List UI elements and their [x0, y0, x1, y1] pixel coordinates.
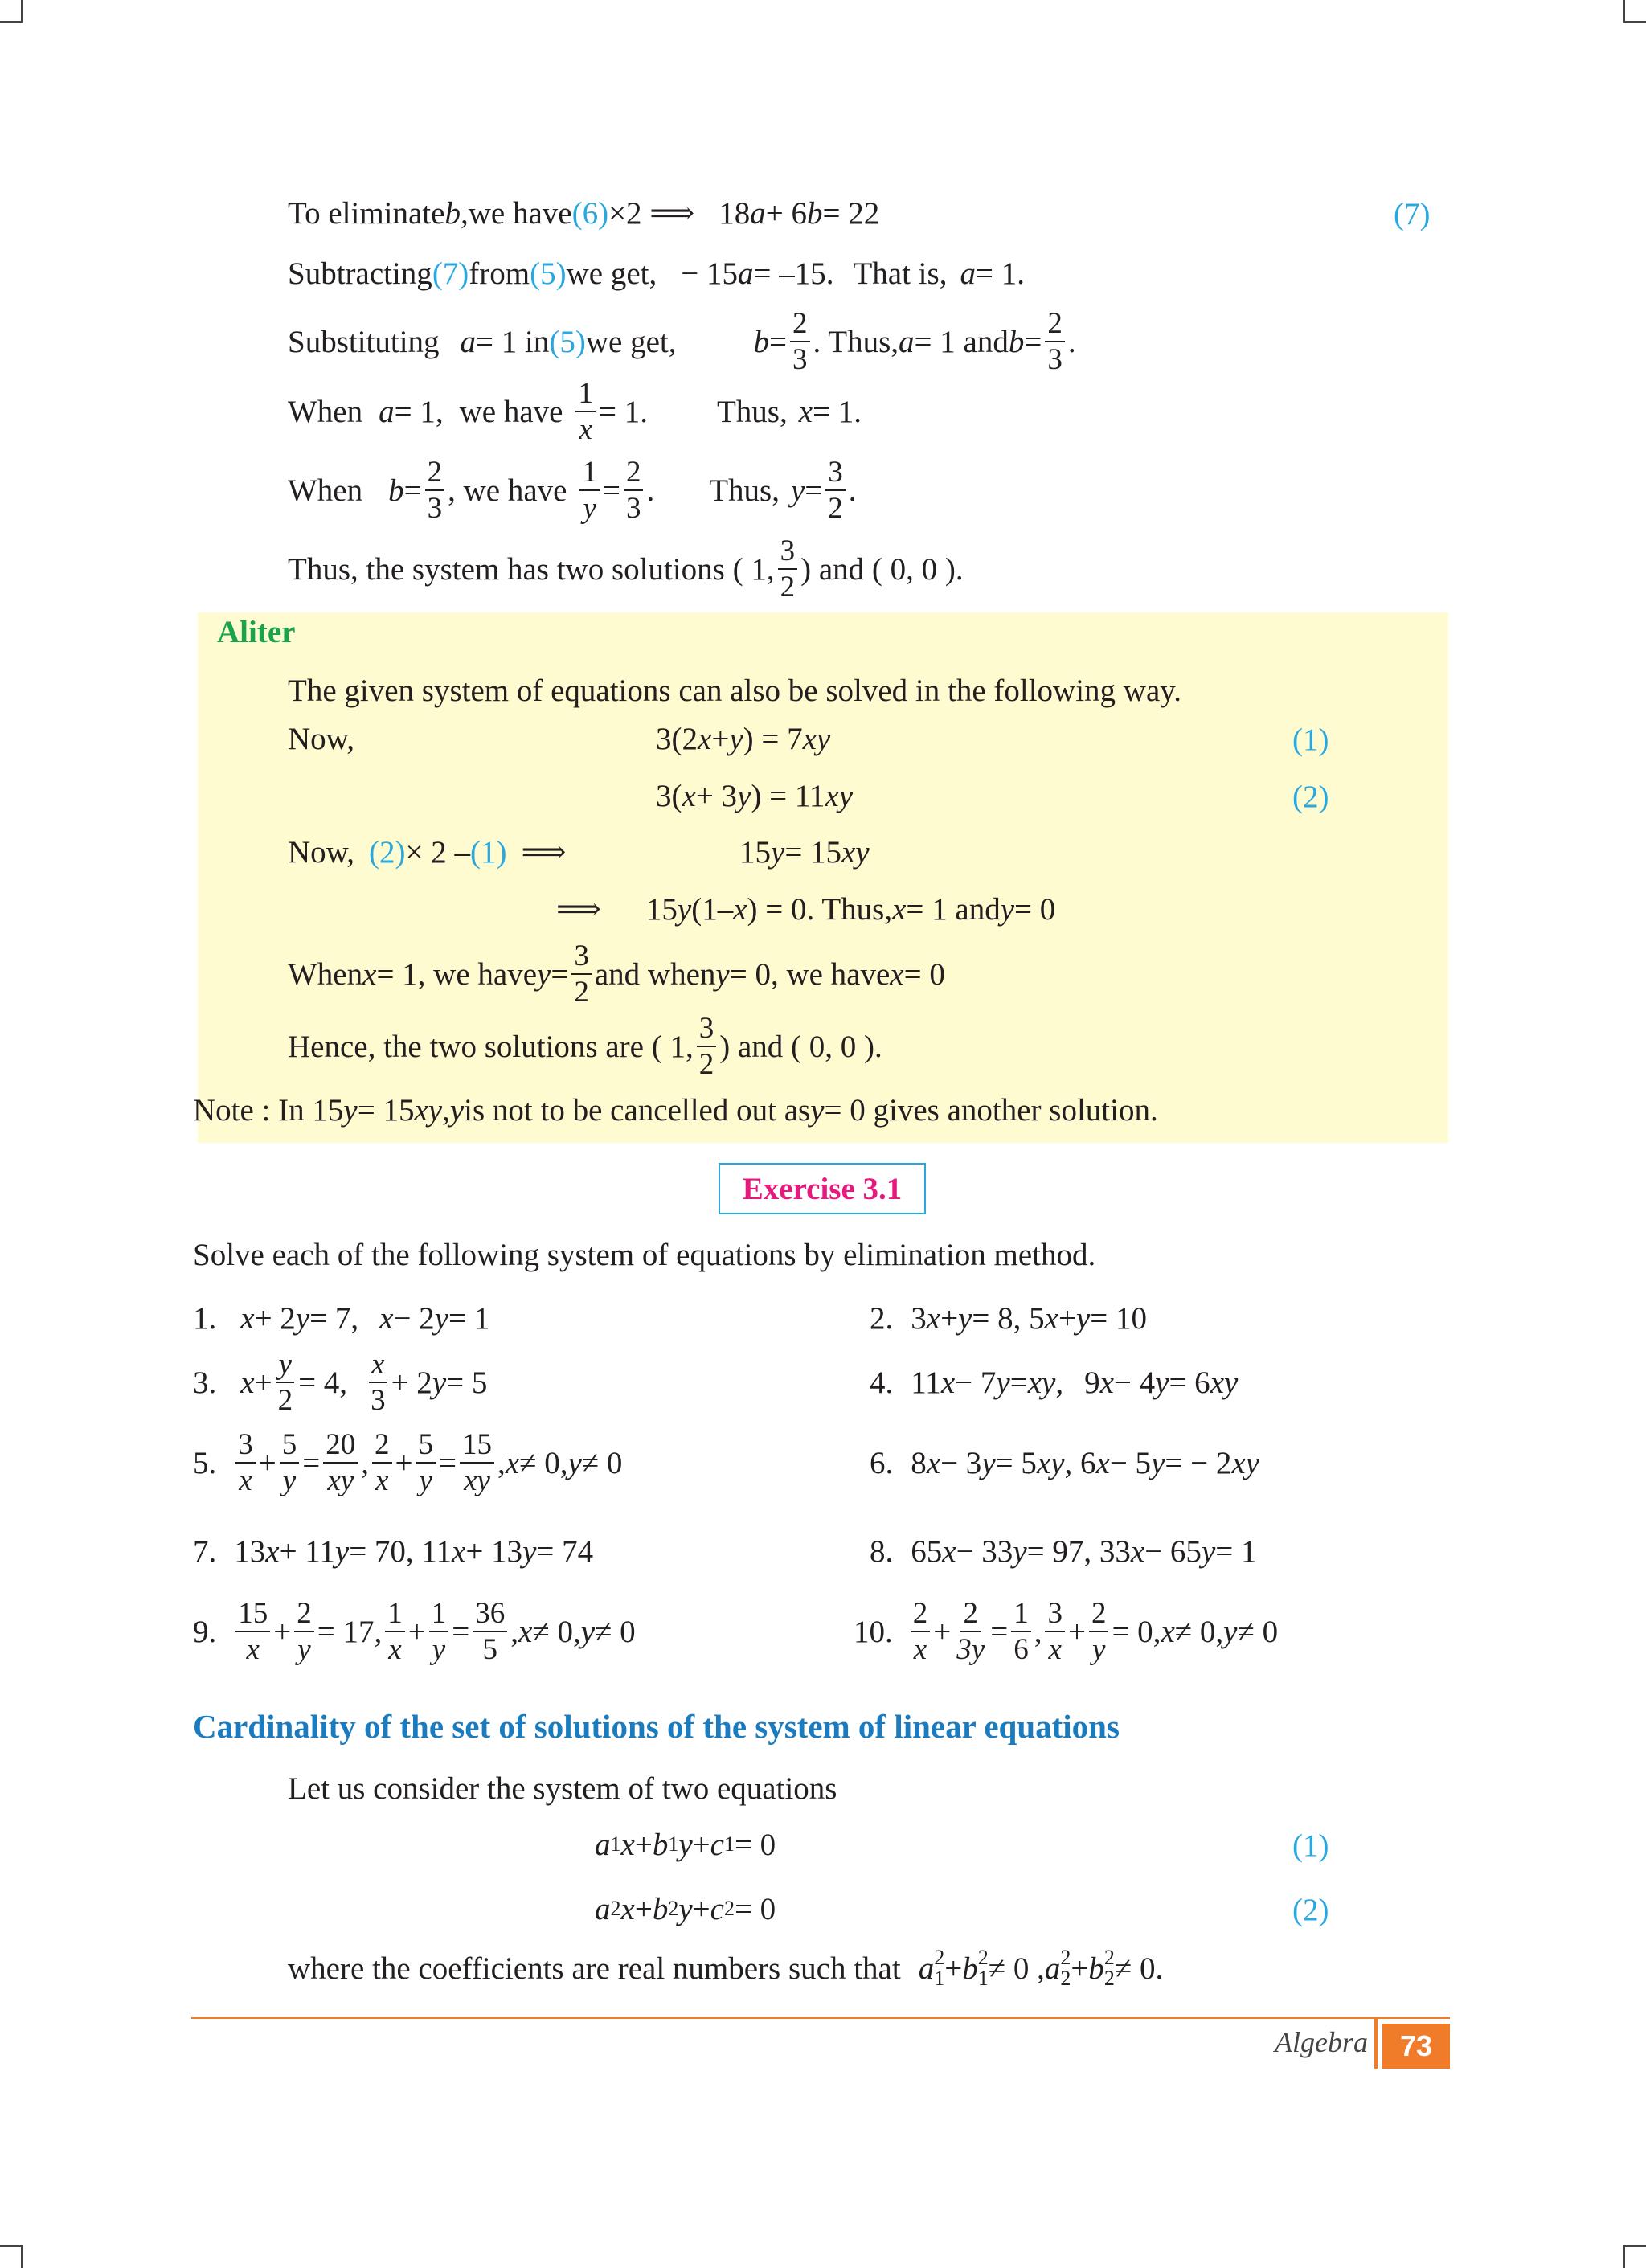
var: a	[899, 324, 915, 359]
eq-ref-2: (2)	[369, 834, 406, 870]
eq-ref-1: (1)	[1292, 723, 1329, 757]
text: = 1 in	[476, 324, 550, 359]
eq-ref-2: (2)	[1292, 1893, 1329, 1927]
exercise-q8: 8. 65 x − 33 y = 97, 33 x − 65 y = 1	[870, 1533, 1257, 1569]
var: a	[737, 256, 754, 291]
text: Thus,	[709, 473, 780, 508]
eq-ref-1: (1)	[470, 834, 507, 870]
page-number: 73	[1382, 2024, 1450, 2069]
text: 18	[719, 195, 751, 231]
exercise-q6: 6. 8 x − 3 y = 5 xy , 6 x − 5 y = − 2 xy	[870, 1445, 1259, 1480]
fraction: $\frac{2}{x}$	[372, 1430, 392, 1496]
line-eliminate-b	[288, 185, 879, 241]
fraction: $\frac{36}{5}$	[473, 1599, 507, 1664]
text: = 22	[822, 195, 880, 231]
footer-rule	[191, 2017, 1450, 2019]
text: . Thus,	[813, 324, 899, 359]
exercise-q5: 5. $\frac{3}{x}$ + $\frac{5}{y}$ = $\frac{20}{xy}$ , $\frac{2}{x}$ + $\frac{5}{y}$ = $\frac{15}{xy}$ , x ≠ 0, y ≠ 0	[193, 1428, 623, 1497]
eq-ref-6: (6)	[571, 195, 609, 231]
crop-mark-top-left	[0, 0, 23, 23]
exercise-q4: 4. 11 x − 7 y = xy , 9 x − 4 y = 6 xy	[870, 1365, 1239, 1400]
var: y	[790, 473, 805, 508]
text: ×2 ⟹	[608, 195, 695, 231]
exercise-q1: 1. x + 2 y = 7, x − 2 y = 1	[193, 1300, 490, 1336]
text: Thus,	[716, 394, 788, 429]
line-when-a	[288, 379, 862, 444]
fraction: $\frac{3}{2}$	[571, 941, 592, 1007]
text: =	[805, 473, 823, 508]
aliter-note: Note : In 15 y = 15 xy , y is not to be cancelled out as y = 0 gives another solution.	[193, 1092, 1158, 1128]
exercise-q7: 7. 13 x + 11 y = 70, 11 x + 13 y = 74	[193, 1533, 594, 1569]
fraction: $\frac{3}{2}$	[778, 536, 798, 602]
crop-mark-top-right	[1623, 0, 1646, 23]
aliter-eq2: 3( x + 3 y ) = 11 xy	[656, 778, 854, 813]
text: we have	[459, 394, 563, 429]
var: b	[388, 473, 404, 508]
text: we get,	[585, 324, 677, 359]
text: Now,	[288, 721, 355, 756]
text: .	[848, 473, 857, 508]
var: x	[798, 394, 813, 429]
text: − 15	[681, 256, 738, 291]
footer-title: Algebra	[1275, 2026, 1368, 2058]
line-two-solutions	[288, 534, 964, 604]
fraction: $\frac{2}{y}$	[294, 1599, 314, 1664]
text: + 6	[765, 195, 807, 231]
fraction: $\frac{15}{x}$	[235, 1599, 270, 1664]
text: The given system of equations can also be solved in the following way.	[288, 673, 1181, 708]
text: When	[288, 473, 363, 508]
text: =	[602, 473, 620, 508]
text: = 1.	[813, 394, 862, 429]
text: .	[1067, 324, 1076, 359]
cardinality-intro: Let us consider the system of two equations	[288, 1771, 837, 1806]
cardinality-eq1: a 1 x + b 1 y + c 1 = 0	[595, 1827, 776, 1862]
text: = 1.	[598, 394, 648, 429]
aliter-eq1: 3(2 x + y ) = 7 xy	[656, 721, 831, 756]
text: from	[469, 256, 530, 291]
text: = –15.	[753, 256, 834, 291]
fraction: $\frac{2}{3y}$	[956, 1597, 985, 1666]
crop-mark-bottom-right	[1623, 2245, 1646, 2268]
fraction: $\frac{3}{2}$	[825, 457, 846, 523]
line-subtracting	[288, 245, 1025, 301]
text: =	[403, 473, 422, 508]
fraction: $\frac{3}{2}$	[697, 1013, 717, 1079]
fraction: $\frac{5}{y}$	[416, 1430, 436, 1496]
text: we have	[468, 195, 572, 231]
eq-ref-7: (7)	[1394, 197, 1431, 231]
fraction: $\frac{5}{y}$	[280, 1430, 300, 1496]
fraction: $\frac{1}{y}$	[429, 1599, 449, 1664]
text: ) and ( 0, 0 ).	[800, 551, 964, 587]
text: Thus, the system has two solutions ( 1,	[288, 551, 775, 587]
exercise-instruction: Solve each of the following system of equations by elimination method.	[193, 1237, 1096, 1272]
var: b	[1008, 324, 1025, 359]
fraction: $\frac{1}{x}$	[385, 1599, 405, 1664]
text: we get,	[566, 256, 657, 291]
fraction: $\frac{2}{3}$	[624, 457, 644, 523]
fraction: $\frac{3}{x}$	[1045, 1599, 1065, 1664]
fraction: $\frac{3}{x}$	[235, 1430, 256, 1496]
fraction: $\frac{1}{x}$	[575, 379, 596, 444]
text: Subtracting	[288, 256, 432, 291]
fraction: $\frac{2}{x}$	[911, 1599, 931, 1664]
fraction: $\frac{2}{3}$	[425, 457, 445, 523]
eq-ref-1: (1)	[1292, 1828, 1329, 1863]
fraction: $\frac{2}{3}$	[790, 309, 810, 375]
text: When	[288, 394, 363, 429]
text: .	[646, 473, 655, 508]
cardinality-eq2: a 2 x + b 2 y + c 2 = 0	[595, 1891, 776, 1926]
fraction: $\frac{15}{xy}$	[460, 1430, 494, 1496]
exercise-title: Exercise 3.1	[719, 1163, 926, 1214]
text: , we have	[448, 473, 567, 508]
text: = 1.	[975, 256, 1025, 291]
crop-mark-bottom-left	[0, 2245, 23, 2268]
footer-separator	[1374, 2019, 1378, 2069]
var: a	[460, 324, 477, 359]
exercise-q9: 9. $\frac{15}{x}$ + $\frac{2}{y}$ = 17, $\frac{1}{x}$ + $\frac{1}{y}$ = $\frac{36}{5}$ , x ≠ 0, y ≠ 0	[193, 1597, 636, 1666]
var: b,	[444, 195, 469, 231]
var: b	[753, 324, 769, 359]
text: =	[1024, 324, 1042, 359]
cardinality-condition: where the coefficients are real numbers such that a 2 1 + b 2 1 ≠ 0 , a 2 2 + b 2 2 ≠ 0.	[288, 1946, 1164, 1990]
eq-ref-5: (5)	[549, 324, 586, 359]
text: =	[769, 324, 787, 359]
var: b	[806, 195, 823, 231]
fraction: $\frac{1}{y}$	[579, 457, 600, 523]
text: = 1 and	[914, 324, 1009, 359]
aliter-eq4: ⟹ 15 y (1– x ) = 0. Thus, x = 1 and y = 0	[556, 891, 1056, 927]
exercise-q3: 3. x + $\frac{y}{2}$ = 4, $\frac{x}{3}$ + 2 y = 5	[193, 1348, 488, 1417]
eq-ref-2: (2)	[1292, 780, 1329, 814]
text: = 1,	[394, 394, 444, 429]
section-heading-cardinality: Cardinality of the set of solutions of the system of linear equations	[193, 1708, 1120, 1745]
fraction: $\frac{2}{3}$	[1045, 309, 1065, 375]
line-substituting	[288, 309, 1076, 374]
fraction: $\frac{2}{y}$	[1089, 1599, 1109, 1664]
text: Substituting	[288, 324, 440, 359]
text: That is,	[853, 256, 948, 291]
aliter-eq3: 15 y = 15 xy	[739, 834, 870, 870]
eq-ref-7: (7)	[432, 256, 469, 291]
aliter-operation: Now, (2) × 2 – (1) ⟹	[288, 834, 567, 870]
var: a	[750, 195, 766, 231]
exercise-q10: 10. $\frac{2}{x}$ + $\frac{2}{3y}$ = $\frac{1}{6}$ , $\frac{3}{x}$ + $\frac{2}{y}$ = 0, x ≠ 0, y ≠ 0	[854, 1597, 1279, 1666]
exercise-q2: 2. 3 x + y = 8, 5 x + y = 10	[870, 1300, 1147, 1336]
fraction: $\frac{y}{2}$	[277, 1348, 293, 1417]
aliter-title: Aliter	[217, 615, 296, 649]
aliter-eq1-line	[288, 710, 354, 767]
fraction: $\frac{1}{6}$	[1011, 1599, 1031, 1664]
fraction: $\frac{x}{3}$	[371, 1348, 386, 1417]
line-when-b	[288, 456, 857, 525]
text: To eliminate	[288, 195, 445, 231]
fraction: $\frac{20}{xy}$	[323, 1430, 358, 1496]
aliter-when-x: When x = 1, we have y = $\frac{3}{2}$ and when y = 0, we have x = 0	[288, 940, 945, 1009]
var: a	[379, 394, 395, 429]
var: a	[960, 256, 976, 291]
eq-ref-5: (5)	[530, 256, 567, 291]
aliter-hence: Hence, the two solutions are ( 1, $\frac{3}{2}$ ) and ( 0, 0 ).	[288, 1012, 882, 1081]
